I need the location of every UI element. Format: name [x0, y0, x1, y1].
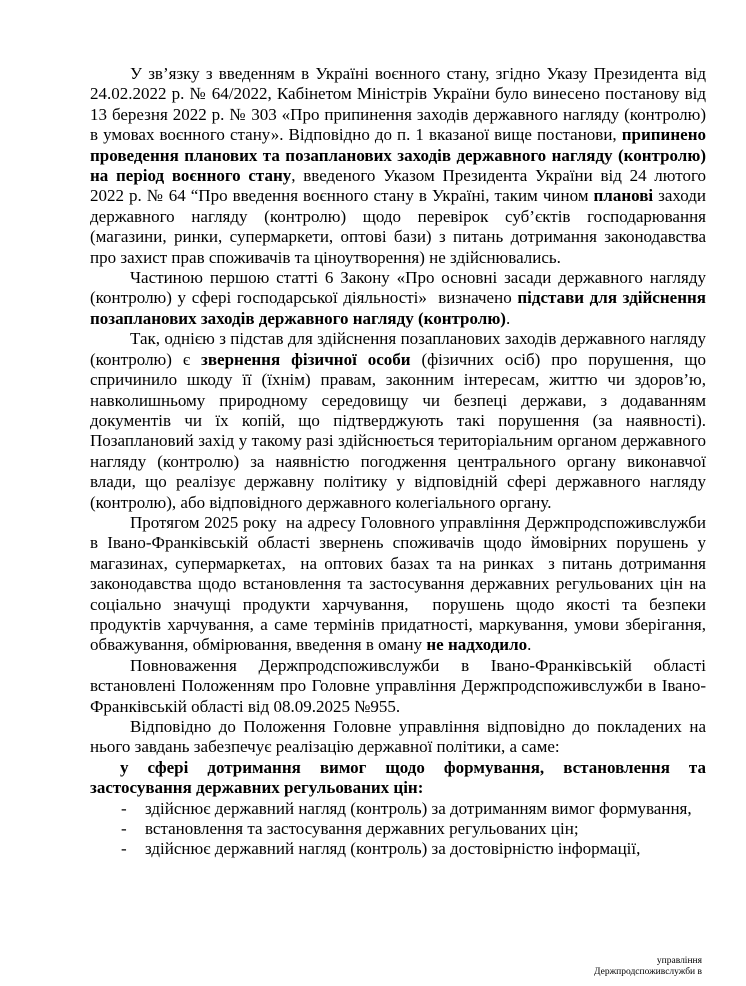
- list-item: [90, 799, 706, 819]
- text-run: (фізичних осіб) про порушення, що спричинило шкоду її (їхнім) правам, законним інтересам, життю чи здоров’ю, навколишньому природному середовищу чи безпеці держави, з додаванням документів чи їх копій, що підтверджують такі порушення (за наявності). Позаплановий захід у такому разі здійснюється територіальним органом державного нагляду (контролю) за наявністю погодження центрального органу виконавчої влади, що реалізує державну політику у відповідній сфері державного нагляду (контролю), або відповідного державного колегіального органу.: [90, 349, 706, 512]
- text-run: Протягом 2025 року на адресу Головного управління Держпродспоживслужби в Івано-Франківській області звернень споживачів щодо ймовірних порушень у магазинах, супермаркетах, на оптових базах та на ринках з питань дотримання законодавства щодо встановлення та застосування державних регульованих цін на соціально значущі продукти харчування, порушень щодо якості та безпеки продуктів харчування, а саме термінів придатності, маркування, умови зберігання, обважування, обмірювання, введення в оману: [90, 512, 706, 655]
- bullet-dash: -: [121, 839, 127, 859]
- stamp-line-2: Держпродспоживслужби в: [594, 967, 702, 977]
- bold-text-run: звернення фізичної особи: [201, 349, 411, 369]
- paragraph-2025-appeals: [90, 513, 706, 656]
- paragraph-regulation: [90, 717, 706, 758]
- text-run: Частиною першою статті 6 Закону «Про основні засади державного нагляду (контролю) у сфері господарської діяльності» визначено: [90, 268, 706, 308]
- text-run: заходи державного нагляду (контролю) щодо перевірок суб’єктів господарювання (магазини, ринки, супермаркети, оптові бази) з питань дотримання законодавства про захист прав споживачів та ціноутворення) не здійснювались.: [90, 186, 707, 267]
- bold-text-run: підстави для здійснення позапланових заходів державного нагляду (контролю): [90, 288, 706, 328]
- bullet-dash: -: [121, 798, 127, 818]
- paragraph-powers: [90, 656, 706, 717]
- document-body: [90, 64, 706, 860]
- bold-text-run: не надходило: [426, 635, 528, 655]
- corner-stamp: [594, 956, 702, 978]
- paragraph-law-article-6: [90, 268, 706, 329]
- bold-text-run: планові: [593, 186, 654, 206]
- paragraph-grounds: [90, 329, 706, 513]
- bold-text-run: припинено проведення планових та позапланових заходів державного нагляду (контролю) на період воєнного стану: [90, 125, 706, 186]
- list-item-text: здійснює державний нагляд (контроль) за дотриманням вимог формування,: [145, 798, 692, 818]
- text-run: Так, однією з підстав для здійснення позапланових заходів державного нагляду (контролю) є: [90, 329, 706, 369]
- text-run: , введеного Указом Президента України від 24 лютого 2022 р. № 64 “Про введення воєнного стану в Україні, таким чином: [90, 166, 707, 206]
- list-item-text: здійснює державний нагляд (контроль) за достовірністю інформації,: [145, 839, 641, 859]
- list-item-text: встановлення та застосування державних регульованих цін;: [145, 819, 579, 839]
- text-run: .: [527, 635, 532, 655]
- text-run: У зв’язку з введенням в Україні воєнного стану, згідно Указу Президента від 24.02.2022 р. № 64/2022, Кабінетом Міністрів України було винесено постанову від 13 березня 2022 р. № 303 «Про припинення заходів державного нагляду (контролю) в умовах воєнного стану». Відповідно до п. 1 вказаної вище постанови,: [90, 64, 706, 145]
- text-run: .: [505, 308, 511, 328]
- list-item: [90, 819, 706, 839]
- bullet-dash: -: [121, 819, 127, 839]
- text-run: Повноваження Держпродспоживслужби в Івано-Франківській області встановлені Положенням про Головне управління Держпродспоживслужби в Івано-Франківській області від 08.09.2025 №955.: [90, 655, 706, 716]
- text-run: Відповідно до Положення Головне управління відповідно до покладених на нього завдань забезпечує реалізацію державної політики, а саме:: [90, 717, 706, 757]
- bold-text-run: у сфері дотримання вимог щодо формування, встановлення та застосування державних регульованих цін:: [90, 757, 706, 798]
- paragraph-martial-law: [90, 64, 706, 268]
- section-heading-prices: [90, 758, 706, 799]
- stamp-line-1: управління: [656, 956, 702, 966]
- list-item: [90, 839, 706, 859]
